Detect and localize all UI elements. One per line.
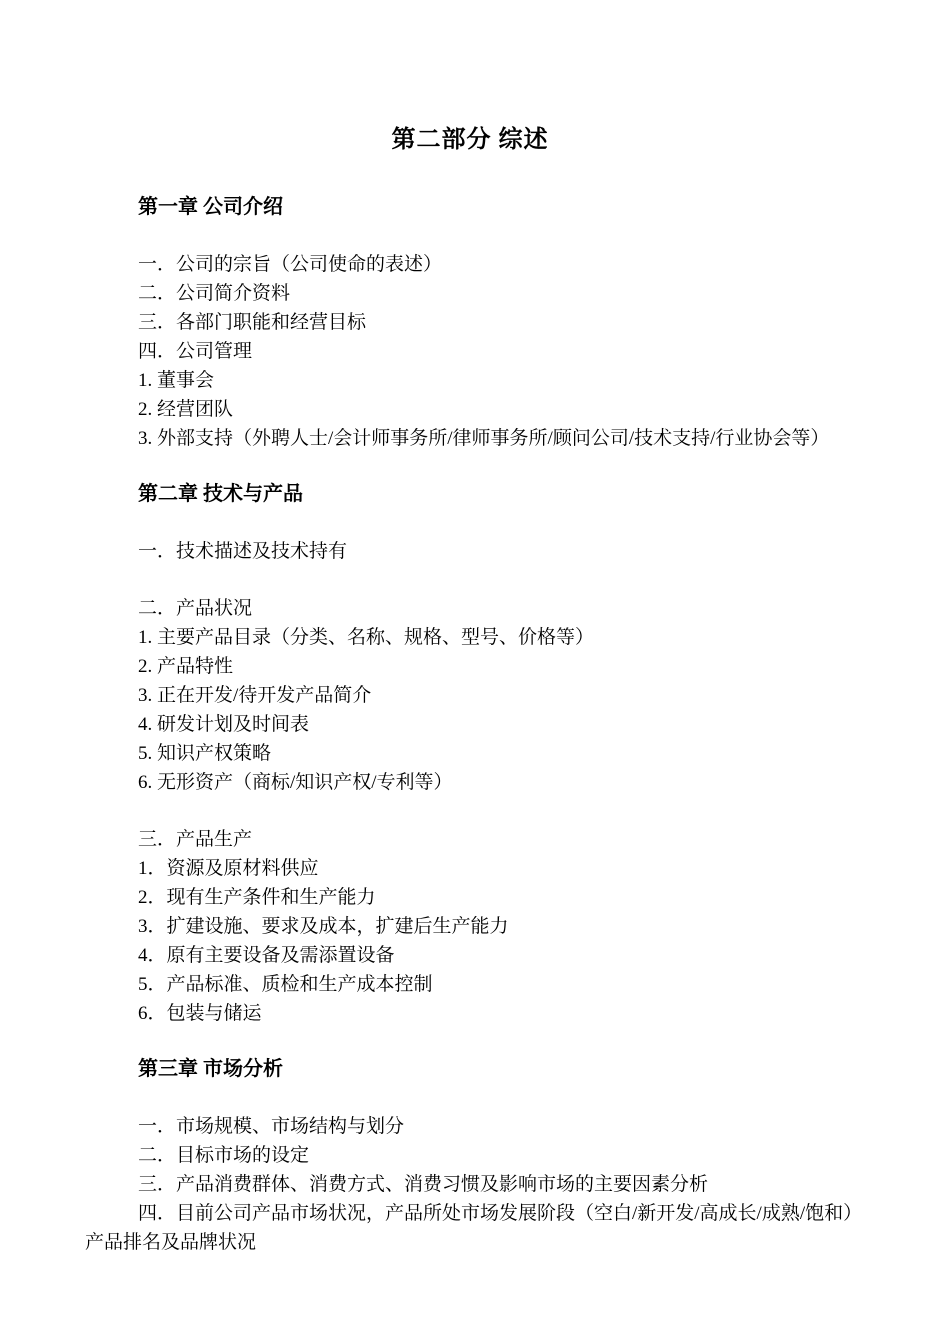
outline-subitem: 2. 经营团队	[138, 399, 234, 420]
chapter-2-outline-block-1	[85, 537, 855, 566]
outline-item: 一．公司的宗旨（公司使命的表述）	[138, 254, 443, 275]
chapter-3-heading: 第三章 市场分析	[138, 1058, 283, 1080]
chapter-2-section	[85, 480, 855, 1028]
outline-item: 二．公司简介资料	[138, 283, 291, 304]
chapter-1-section	[85, 193, 855, 453]
outline-subitem: 2．现有生产条件和生产能力	[138, 887, 376, 908]
outline-item: 四．目前公司产品市场状况，产品所处市场发展阶段（空白/新开发/高成长/成熟/饱和）产品排名及品牌状况	[85, 1203, 853, 1253]
outline-subitem: 4. 研发计划及时间表	[138, 714, 310, 735]
outline-subitem: 1. 董事会	[138, 370, 215, 391]
chapter-3-section	[85, 1055, 855, 1257]
outline-subitem: 1. 主要产品目录（分类、名称、规格、型号、价格等）	[138, 627, 595, 648]
outline-subitem: 1．资源及原材料供应	[138, 858, 319, 879]
chapter-3-outline-block	[85, 1112, 855, 1257]
outline-item: 三．产品消费群体、消费方式、消费习惯及影响市场的主要因素分析	[138, 1174, 709, 1195]
outline-subitem: 4．原有主要设备及需添置设备	[138, 945, 395, 966]
outline-item: 二．产品状况	[138, 598, 253, 619]
outline-subitem: 3. 外部支持（外聘人士/会计师事务所/律师事务所/顾问公司/技术支持/行业协会等）	[138, 428, 830, 449]
chapter-2-heading: 第二章 技术与产品	[138, 483, 303, 505]
chapter-1-outline-block	[85, 250, 855, 453]
outline-subitem: 5．产品标准、质检和生产成本控制	[138, 974, 433, 995]
outline-item: 二．目标市场的设定	[138, 1145, 310, 1166]
outline-subitem: 5. 知识产权策略	[138, 743, 272, 764]
chapter-1-heading: 第一章 公司介绍	[138, 196, 283, 218]
chapter-2-outline-block-2	[85, 594, 855, 797]
outline-item: 三．各部门职能和经营目标	[138, 312, 367, 333]
outline-subitem: 6. 无形资产（商标/知识产权/专利等）	[138, 772, 453, 793]
outline-subitem: 3．扩建设施、要求及成本，扩建后生产能力	[138, 916, 509, 937]
outline-item: 三．产品生产	[138, 829, 253, 850]
outline-item: 四．公司管理	[138, 341, 253, 362]
document-title: 第二部分 综述	[391, 127, 549, 153]
chapter-2-outline-block-3	[85, 825, 855, 1028]
outline-item: 一．技术描述及技术持有	[138, 541, 348, 562]
outline-subitem: 6．包装与储运	[138, 1003, 262, 1024]
outline-subitem: 3. 正在开发/待开发产品简介	[138, 685, 372, 706]
outline-subitem: 2. 产品特性	[138, 656, 234, 677]
outline-item: 一．市场规模、市场结构与划分	[138, 1116, 405, 1137]
